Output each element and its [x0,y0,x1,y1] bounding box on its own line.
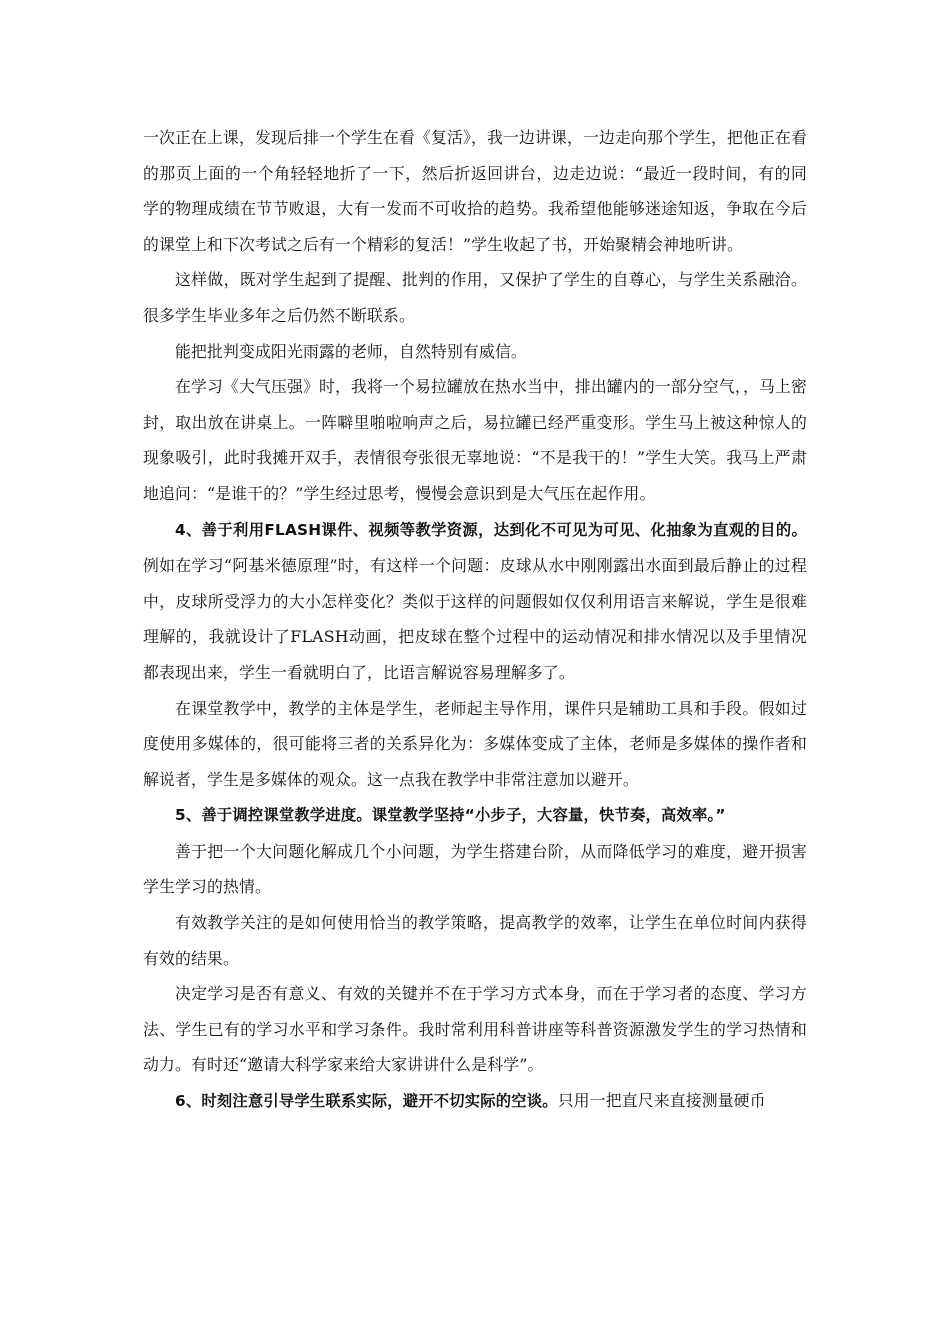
paragraph-text: 能把批判变成阳光雨露的老师，自然特别有威信。 [175,341,527,361]
paragraph [143,120,807,262]
paragraph-text: 决定学习是否有意义、有效的关键并不在于学习方式本身，而在于学习者的态度、学习方法、学生已有的学习水平和学习条件。我时常利用科普讲座等科普资源激发学生的学习热情和动力。有时还“邀请大科学家来给大家讲讲什么是科学”。 [143,984,807,1075]
paragraph [143,834,807,905]
paragraph-text: 有效教学关注的是如何使用恰当的教学策略，提高教学的效率，让学生在单位时间内获得有效的结果。 [143,913,807,968]
paragraph [143,1083,807,1120]
section-heading: 6、时刻注意引导学生联系实际，避开不切实际的空谈。 [175,1092,558,1111]
section-heading: 5、善于调控课堂教学进度。课堂教学坚持“小步子，大容量，快节奏，高效率。” [175,806,726,825]
paragraph [143,262,807,333]
paragraph [143,976,807,1083]
paragraph-text: 一次正在上课，发现后排一个学生在看《复活》，我一边讲课，一边走向那个学生，把他正在看的那页上面的一个角轻轻地折了一下，然后折返回讲台，边走边说：“最近一段时间，有的同学的物理成绩在节节败退，大有一发而不可收拾的趋势。我希望他能够迷途知返，争取在今后的课堂上和下次考试之后有一个精彩的复活！”学生收起了书，开始聚精会神地听讲。 [143,128,807,254]
section-heading: 4、善于利用FLASH课件、视频等教学资源，达到化不可见为可见、化抽象为直观的目的。 [175,520,807,539]
paragraph [143,369,807,511]
paragraph-text: 善于把一个大问题化解成几个小问题，为学生搭建台阶，从而降低学习的难度，避开损害学生学习的热情。 [143,841,807,897]
paragraph [143,905,807,976]
paragraph-text: 例如在学习“阿基米德原理”时，有这样一个问题：皮球从水中刚刚露出水面到最后静止的过程中，皮球所受浮力的大小怎样变化？类似于这样的问题假如仅仅利用语言来解说，学生是很难理解的，我就设计了FLASH动画，把皮球在整个过程中的运动情况和排水情况以及手里情况都表现出来，学生一看就明白了，比语言解说容易理解多了。 [143,556,807,682]
paragraph [143,334,807,370]
paragraph [143,691,807,798]
paragraph [143,797,807,834]
document-page [143,120,807,1120]
paragraph [143,512,807,691]
paragraph-text: 在学习《大气压强》时，我将一个易拉罐放在热水当中，排出罐内的一部分空气，，马上密封，取出放在讲桌上。一阵噼里啪啦响声之后，易拉罐已经严重变形。学生马上被这种惊人的现象吸引，此时我摊开双手，表情很夸张很无辜地说：“不是我干的！”学生大笑。我马上严肃地追问：“是谁干的？”学生经过思考，慢慢会意识到是大气压在起作用。 [143,377,807,503]
paragraph-text: 只用一把直尺来直接测量硬币 [557,1091,766,1111]
paragraph-text: 这样做，既对学生起到了提醒、批判的作用，又保护了学生的自尊心，与学生关系融洽。很多学生毕业多年之后仍然不断联系。 [143,270,807,325]
paragraph-text: 在课堂教学中，教学的主体是学生，老师起主导作用，课件只是辅助工具和手段。假如过度使用多媒体的，很可能将三者的关系异化为：多媒体变成了主体，老师是多媒体的操作者和解说者，学生是多媒体的观众。这一点我在教学中非常注意加以避开。 [143,698,807,789]
